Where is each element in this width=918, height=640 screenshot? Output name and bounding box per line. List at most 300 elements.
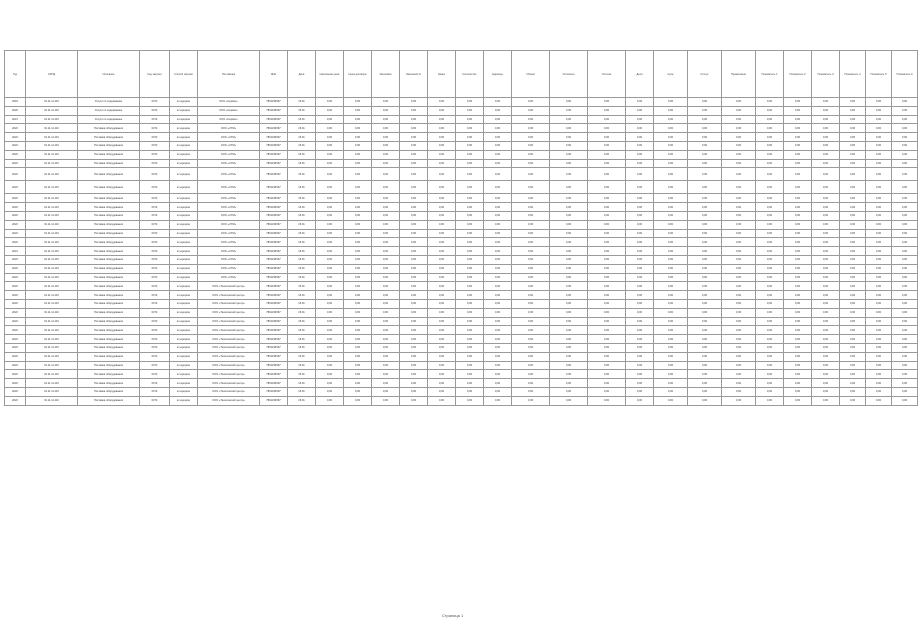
table-cell: 0,00 [456,396,484,405]
table-cell: 0,00 [866,352,892,361]
table-cell: 0,00 [784,308,812,317]
table-cell: 0,00 [344,299,372,308]
table-cell: 15.01 [288,308,316,317]
table-cell: 0,00 [550,238,588,247]
table-cell: 0,00 [316,273,344,282]
table-cell: 0,00 [372,247,400,256]
table-cell: 0,00 [344,238,372,247]
table-cell: 0,00 [400,168,428,181]
table-cell: 0,00 [722,343,756,352]
table-cell: 0,00 [400,255,428,264]
table-cell: 15.01 [288,299,316,308]
table-cell: 01.11.11.110 [26,335,78,344]
table-row [5,115,918,124]
table-cell: ООО «СТМ» [198,247,260,256]
table-cell: 0,00 [892,264,918,273]
table-cell: 0,00 [784,106,812,115]
table-cell: 0,00 [400,326,428,335]
table-cell: 0,00 [722,291,756,300]
table-cell: 0,00 [784,168,812,181]
table-cell: 0,00 [484,308,512,317]
table-cell: 0,00 [428,255,456,264]
table-row [5,133,918,142]
table-cell: 0,00 [344,211,372,220]
table-cell: 0,00 [688,203,722,212]
table-cell: ООО «СТМ» [198,194,260,203]
table-cell: 0,00 [688,273,722,282]
table-cell: 7801234567 [260,203,288,212]
table-cell: эл.аукцион [170,273,198,282]
table-cell: 0,00 [722,317,756,326]
table-cell: 0,00 [456,238,484,247]
table-cell: 2022 [5,361,26,370]
table-cell: 0,00 [456,387,484,396]
table-row [5,299,918,308]
table-cell: 0,00 [316,335,344,344]
table-cell: 0,00 [484,181,512,194]
table-cell: 2022 [5,379,26,388]
table-cell: 0,00 [456,229,484,238]
table-cell: 0372 [140,98,170,107]
table-cell: 0,00 [688,211,722,220]
table-cell: 0,00 [428,273,456,282]
table-cell: 0,00 [344,326,372,335]
table-cell: 0,00 [456,370,484,379]
table-cell: Поставка оборудования [78,124,140,133]
table-cell: 0,00 [372,396,400,405]
table-cell: 0,00 [626,220,654,229]
table-cell: 0,00 [316,291,344,300]
table-cell: 0,00 [756,282,784,291]
table-cell: 0,00 [654,264,688,273]
table-cell: эл.аукцион [170,396,198,405]
table-cell: 0,00 [372,124,400,133]
table-cell: 0,00 [654,133,688,142]
table-cell: 0,00 [840,181,866,194]
table-cell: 15.01 [288,361,316,370]
table-cell: 0,00 [812,387,840,396]
table-cell: 0,00 [400,343,428,352]
table-cell: ООО «СТМ» [198,150,260,159]
table-cell: 0,00 [428,211,456,220]
table-cell: 0,00 [688,141,722,150]
column-header: Показатель 2 [784,51,812,98]
table-cell: 0,00 [588,361,626,370]
table-cell: 0,00 [688,133,722,142]
table-cell: 0372 [140,317,170,326]
table-cell: 0,00 [344,133,372,142]
table-cell: 0,00 [654,141,688,150]
table-cell: 0,00 [812,159,840,168]
table-cell: эл.аукцион [170,133,198,142]
table-cell: Поставка оборудования [78,335,140,344]
table-cell: эл.аукцион [170,194,198,203]
table-cell: 0,00 [688,352,722,361]
table-cell: 0,00 [722,220,756,229]
table-cell: 0372 [140,291,170,300]
column-header: Экономия [372,51,400,98]
table-cell: 0,00 [784,335,812,344]
table-cell: 0,00 [372,229,400,238]
table-cell: 0,00 [372,181,400,194]
table-cell: 7801234567 [260,396,288,405]
column-header: Код закупки [140,51,170,98]
table-cell: 2022 [5,343,26,352]
table-cell: ООО «Технический центр» [198,291,260,300]
table-cell: 7801234567 [260,220,288,229]
table-row [5,282,918,291]
table-cell: 0,00 [400,133,428,142]
table-cell: 0,00 [756,361,784,370]
table-cell: 0,00 [892,247,918,256]
table-cell: 0,00 [428,106,456,115]
table-row [5,264,918,273]
table-cell: 0,00 [840,124,866,133]
table-cell: 0,00 [588,291,626,300]
table-cell: 0372 [140,115,170,124]
table-cell: 0,00 [316,352,344,361]
table-cell: 0,00 [866,387,892,396]
table-cell: 0,00 [550,211,588,220]
table-cell: 15.01 [288,326,316,335]
table-cell: 2022 [5,211,26,220]
table-cell: 0,00 [654,168,688,181]
table-cell: 0,00 [512,181,550,194]
table-cell: 0,00 [550,291,588,300]
table-cell: 0,00 [316,106,344,115]
table-cell: 01.11.11.110 [26,106,78,115]
table-cell: 01.11.11.110 [26,273,78,282]
table-row [5,229,918,238]
table-cell: 0,00 [784,255,812,264]
table-cell: 0,00 [484,326,512,335]
table-cell: 0,00 [316,247,344,256]
table-cell: 0,00 [316,326,344,335]
table-cell: 0,00 [892,352,918,361]
table-cell: 2022 [5,238,26,247]
table-cell: 0,00 [892,308,918,317]
table-cell: 0,00 [512,229,550,238]
table-cell: 0,00 [654,326,688,335]
table-cell: 0,00 [316,220,344,229]
table-cell: 0,00 [812,370,840,379]
column-header: Количество [456,51,484,98]
table-cell: 0,00 [456,168,484,181]
table-cell: 0,00 [840,115,866,124]
table-cell: 0,00 [344,387,372,396]
table-cell: 15.01 [288,352,316,361]
table-cell: 0,00 [484,291,512,300]
table-cell: 0,00 [784,343,812,352]
table-cell: 0,00 [840,361,866,370]
table-cell: ООО «СТМ» [198,168,260,181]
table-cell: 0,00 [840,211,866,220]
table-row [5,335,918,344]
table-cell: 0,00 [428,379,456,388]
table-cell: 0,00 [372,255,400,264]
table-cell: 0,00 [812,168,840,181]
table-cell: эл.аукцион [170,264,198,273]
table-cell: Услуги по содержанию [78,115,140,124]
table-row [5,308,918,317]
table-cell: 15.01 [288,133,316,142]
table-cell: 0,00 [812,352,840,361]
table-cell: 0,00 [866,273,892,282]
table-cell: 0,00 [316,396,344,405]
table-cell: 0372 [140,124,170,133]
table-cell: 0,00 [654,106,688,115]
table-cell: 0,00 [316,229,344,238]
table-cell: эл.аукцион [170,181,198,194]
table-cell: 0,00 [588,220,626,229]
table-cell: 0,00 [866,299,892,308]
table-cell: 0,00 [626,387,654,396]
table-cell: 0,00 [840,203,866,212]
table-cell: 0,00 [866,181,892,194]
table-cell: 0,00 [626,133,654,142]
table-cell: 0,00 [456,181,484,194]
table-cell: 0,00 [892,141,918,150]
table-cell: 0,00 [722,335,756,344]
table-cell: ООО «Технический центр» [198,317,260,326]
table-cell: 0,00 [654,370,688,379]
table-cell: ООО «Сервис» [198,98,260,107]
table-cell: 0,00 [812,343,840,352]
table-cell: 15.01 [288,194,316,203]
table-cell: ООО «СТМ» [198,181,260,194]
column-header: Статус [688,51,722,98]
table-cell: 0,00 [892,370,918,379]
table-cell: 7801234567 [260,273,288,282]
table-cell: 0,00 [512,211,550,220]
table-cell: 7801234567 [260,181,288,194]
table-cell: 0,00 [840,159,866,168]
table-cell: 0,00 [588,396,626,405]
table-cell: 0,00 [892,181,918,194]
table-cell: 01.11.11.110 [26,352,78,361]
table-cell: 0,00 [512,133,550,142]
column-header: Срок [654,51,688,98]
table-row [5,168,918,181]
table-cell: 0,00 [316,387,344,396]
table-cell: 0,00 [784,299,812,308]
column-header: Экономия % [400,51,428,98]
table-cell: 0,00 [588,308,626,317]
table-cell: 01.11.11.110 [26,370,78,379]
table-cell: 0,00 [866,194,892,203]
table-cell: Поставка оборудования [78,361,140,370]
table-cell: 0,00 [512,255,550,264]
table-cell: 2022 [5,308,26,317]
table-cell: 0,00 [456,343,484,352]
table-cell: 0,00 [428,159,456,168]
table-cell: 0,00 [588,115,626,124]
table-cell: 0,00 [400,361,428,370]
table-cell: 0,00 [428,247,456,256]
table-cell: 01.11.11.110 [26,291,78,300]
table-cell: 0,00 [688,220,722,229]
table-cell: 0,00 [756,247,784,256]
table-cell: 0,00 [512,203,550,212]
table-cell: 0,00 [400,106,428,115]
table-cell: 0,00 [512,98,550,107]
table-cell: 0,00 [654,291,688,300]
table-cell: 15.01 [288,343,316,352]
table-cell: 01.11.11.110 [26,203,78,212]
table-cell: 15.01 [288,168,316,181]
table-cell: 0,00 [892,203,918,212]
table-cell: 0,00 [812,379,840,388]
table-cell: 0,00 [400,194,428,203]
table-cell: 0,00 [550,308,588,317]
table-cell: 15.01 [288,291,316,300]
column-header: Аванс [428,51,456,98]
table-cell: 0,00 [892,326,918,335]
table-cell: 0372 [140,352,170,361]
table-cell: 0,00 [550,181,588,194]
table-cell: 7801234567 [260,141,288,150]
table-cell: Поставка оборудования [78,379,140,388]
table-cell: 15.01 [288,387,316,396]
table-cell: 0,00 [654,299,688,308]
table-cell: 0,00 [512,370,550,379]
table-cell: 0,00 [688,396,722,405]
table-cell: 15.01 [288,115,316,124]
table-cell: 0,00 [840,299,866,308]
table-cell: 0,00 [756,238,784,247]
table-cell: 0,00 [372,291,400,300]
table-cell: 0,00 [512,326,550,335]
table-cell: 15.01 [288,379,316,388]
table-cell: 0,00 [812,238,840,247]
table-cell: 0,00 [550,106,588,115]
table-cell: 01.11.11.110 [26,194,78,203]
table-cell: 0,00 [512,361,550,370]
table-cell: 15.01 [288,159,316,168]
table-cell: 0,00 [400,159,428,168]
table-cell: 0,00 [400,115,428,124]
table-cell: 0,00 [866,229,892,238]
table-cell: ООО «Технический центр» [198,387,260,396]
page-number: Страница 1 [441,613,464,618]
table-cell: эл.аукцион [170,115,198,124]
table-cell: 0,00 [756,115,784,124]
table-cell: 7801234567 [260,168,288,181]
table-cell: 0,00 [866,168,892,181]
column-header: Поставщик [198,51,260,98]
table-cell: 0,00 [756,255,784,264]
procurement-table [4,50,918,406]
table-cell: 0,00 [456,220,484,229]
table-cell: 0,00 [400,291,428,300]
table-cell: 0,00 [784,326,812,335]
table-row [5,211,918,220]
table-cell: 0,00 [722,326,756,335]
table-cell: 0,00 [550,124,588,133]
table-header-row [5,51,918,98]
table-cell: 0,00 [722,98,756,107]
table-cell: 0372 [140,203,170,212]
table-cell: 7801234567 [260,229,288,238]
table-cell: ООО «СТМ» [198,255,260,264]
table-cell: 0,00 [840,308,866,317]
table-cell: 01.11.11.110 [26,299,78,308]
table-cell: 0,00 [428,124,456,133]
table-cell: Услуги по содержанию [78,98,140,107]
table-cell: ООО «СТМ» [198,159,260,168]
table-cell: 0,00 [372,98,400,107]
table-cell: 0,00 [866,106,892,115]
table-cell: 0,00 [550,203,588,212]
table-cell: 0,00 [344,352,372,361]
table-cell: 0,00 [550,141,588,150]
table-cell: 0,00 [484,159,512,168]
table-cell: 0,00 [400,335,428,344]
table-cell: 0,00 [400,282,428,291]
column-header: Цена договора [344,51,372,98]
table-cell: эл.аукцион [170,238,198,247]
table-cell: 0,00 [892,229,918,238]
table-cell: 0,00 [812,150,840,159]
table-row [5,247,918,256]
table-cell: 0,00 [400,308,428,317]
table-cell: 0,00 [840,273,866,282]
table-cell: 0,00 [688,194,722,203]
table-cell: 0,00 [550,387,588,396]
table-cell: 7801234567 [260,247,288,256]
table-cell: 7801234567 [260,211,288,220]
table-cell: ООО «Технический центр» [198,335,260,344]
table-cell: 0,00 [722,141,756,150]
table-cell: 0,00 [372,361,400,370]
table-cell: 0,00 [756,343,784,352]
table-row [5,150,918,159]
column-header: Показатель 4 [840,51,866,98]
table-cell: 0,00 [866,326,892,335]
table-cell: 0,00 [840,291,866,300]
table-cell: 0,00 [812,282,840,291]
table-cell: 0,00 [756,317,784,326]
table-cell: 0,00 [866,308,892,317]
table-cell: 0,00 [654,115,688,124]
table-cell: 0,00 [688,370,722,379]
table-cell: 0,00 [372,299,400,308]
table-cell: 0,00 [840,220,866,229]
table-cell: 0,00 [484,238,512,247]
table-cell: 2022 [5,255,26,264]
table-cell: 0,00 [892,343,918,352]
table-cell: 0,00 [372,317,400,326]
table-cell: 15.01 [288,150,316,159]
table-cell: 2022 [5,352,26,361]
table-cell: 0,00 [400,211,428,220]
table-cell: 0,00 [316,115,344,124]
column-header: Показатель 1 [756,51,784,98]
table-cell: 0,00 [626,106,654,115]
table-cell: эл.аукцион [170,159,198,168]
table-cell: эл.аукцион [170,229,198,238]
table-cell: 0,00 [550,396,588,405]
table-cell: 7801234567 [260,308,288,317]
table-cell: 0,00 [840,247,866,256]
table-cell: 0372 [140,264,170,273]
table-cell: 0,00 [484,168,512,181]
table-cell: 0,00 [654,150,688,159]
table-cell: 0,00 [550,299,588,308]
column-header: Оплачено [550,51,588,98]
table-cell: 0,00 [756,379,784,388]
table-cell: 0,00 [372,203,400,212]
